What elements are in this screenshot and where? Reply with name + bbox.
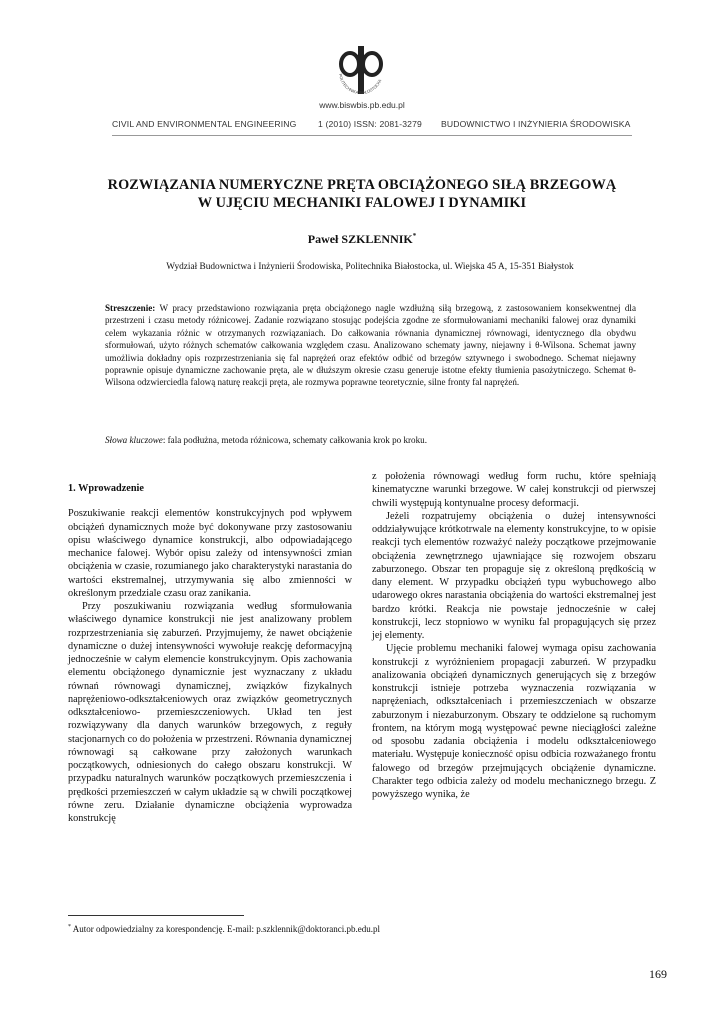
journal-url[interactable]: www.biswbis.pb.edu.pl <box>319 100 405 110</box>
affiliation: Wydział Budownictwa i Inżynierii Środowiska, Politechnika Białostocka, ul. Wiejska 45 A, 15-351 Białystok <box>166 262 574 272</box>
paragraph: Poszukiwanie reakcji elementów konstrukcyjnych pod wpływem obciążeń dynamicznych może być dokonywane przy zastosowaniu opisu właściwego dynamice konstrukcji, albo odpowiadającego mechanice falowej. Wybór opisu zależy od intensywności zmian obciążenia w czasie, rozumianego jako charakterystyki narastania do wartości ekstremalnej, utrzymywania się albo zmienności w określonym przedziale czasu oraz zanikania. <box>68 508 352 599</box>
author <box>0 232 724 247</box>
journal-name-pl: BUDOWNICTWO I INŻYNIERIA ŚRODOWISKA <box>441 119 631 129</box>
article-title <box>60 176 664 212</box>
abstract-text: W pracy przedstawiono rozwiązania pręta obciążonego nagle wzdłużną siłą brzegową, z zastosowaniem konsekwentnej dla przestrzeni i czasu metody różnicowej. Zadanie rozwiązano stosując podejścia zgodne ze sformułowaniami mechaniki falowej oraz dynamiki celem wykazania różnic w otrzymanych rozwiązaniach. Do całkowania równania dynamicznej równowagi, identycznego dla obydwu sformułowań, użyto różnych schematów całkowania względem czasu. Analizowano schematy jawny, niejawny i θ-Wilsona. Schemat jawny umożliwia dokładny opis rozprzestrzeniania się fal naprężeń oraz efektów odbić od brzegów sztywnego i swobodnego. Schemat niejawny poprawnie opisuje dynamiczne zachowanie pręta, ale w dłuższym okresie czasu generuje istotne efekty tłumienia pasożytniczego. Schemat θ-Wilsona odzwierciedla falową naturę reakcji pręta, ale rozmywa poprawne teoretycznie, silne fronty fal naprężeń. <box>105 303 636 388</box>
journal-header-line <box>112 119 632 133</box>
body-column-left <box>68 470 352 825</box>
paragraph: Przy poszukiwaniu rozwiązania według sformułowania właściwego dynamice konstrukcji nie jest analizowany problem rozprzestrzeniania się zaburzeń. Przyjmujemy, że nawet obciążenie dynamiczne o dużej intensywności wywołuje reakcję deformacyjną jednocześnie w całym elemencie konstrukcyjnym. Opis zachowania elementu obciążonego dynamicznie jest wyznaczany z układu równań równowagi dynamicznej, związków fizykalnych naprężeniowo-odkształceniowych oraz związków geometrycznych odkształceniowo- przemieszczeniowych. Układ ten jest rozwiązywany dla danych warunków brzegowych, z reguły stacjonarnych co do położenia w przestrzeni. Równania dynamicznej równowagi są całkowane przy założonych warunkach początkowych, odniesionych do całego obszaru konstrukcji. W przypadku naturalnych warunków początkowych przemieszczenia i prędkości przemieszczeń w całym układzie są w chwili początkowej równe zeru. Działanie dynamiczne obciążenia wyprowadza konstrukcję <box>68 601 352 824</box>
footnote-mark: * <box>68 924 71 930</box>
footnote-rule <box>68 915 244 916</box>
title-line-1: ROZWIĄZANIA NUMERYCZNE PRĘTA OBCIĄŻONEGO SIŁĄ BRZEGOWĄ <box>107 177 617 193</box>
section-title: 1. Wprowadzenie <box>68 483 144 494</box>
footnote-text: Autor odpowiedzialny za korespondencję. E-mail: p.szklennik@doktoranci.pb.edu.pl <box>71 924 380 934</box>
body-column-right <box>372 470 656 801</box>
paragraph: Jeżeli rozpatrujemy obciążenia o dużej intensywności oddziaływujące krótkotrwale na elementy konstrukcyjne, to w opisie reakcji tych elementów rozważyć należy początkowe przejmowanie obciążenia zewnętrznego ujawniające się rozwojem obszaru zaburzonego. Obszar ten propaguje się z określoną prędkością w dany element. W przypadku obciążeń typu wybuchowego albo udarowego okres narastania obciążenia do wartości ekstremalnej jest bardzo krótki. Reakcja nie powstaje jednocześnie w całej konstrukcji, lecz stopniowo w wyniku fal propagujących się przez jej elementy. <box>372 510 656 641</box>
keywords-label: Słowa kluczowe <box>105 435 163 445</box>
issue-issn: 1 (2010) ISSN: 2081-3279 <box>318 119 422 129</box>
author-mark: * <box>412 232 417 240</box>
title-line-2: W UJĘCIU MECHANIKI FALOWEJ I DYNAMIKI <box>197 195 527 211</box>
paragraph: z położenia równowagi według form ruchu, które spełniają kinematyczne warunki brzegowe. W całej konstrukcji od pierwszej chwili występują kontynualne procesy deformacji. <box>372 471 656 509</box>
author-name: Paweł SZKLENNIK <box>307 232 413 246</box>
abstract <box>105 302 636 389</box>
header-rule <box>112 135 632 136</box>
logo-ring-text: POLITECHNIKA BIAŁOSTOCKA <box>338 73 383 96</box>
page-number: 169 <box>649 967 667 981</box>
keywords <box>105 434 636 446</box>
paragraph: Ujęcie problemu mechaniki falowej wymaga opisu zachowania konstrukcji z wyróżnieniem propagacji zaburzeń. W przypadku analizowania obciążeń dynamicznych generujących się z brzegów konstrukcji istnieje potrzeba wyznaczenia rozwiązania w naprężeniach, odkształceniach i przemieszczeniach w obszarze zaburzonym i niezaburzonym. Obszary te oddzielone są ruchomym frontem, na którym mogą występować pewne nieciągłości zależne od sposobu zadania obciążenia i modelu odkształceniowego materiału. Występuje konieczność opisu odbicia rozważanego frontu falowego od brzegów przejmujących obciążenie dynamiczne. Charakter tego odbicia zależy od modelu mechanicznego brzegu. Z powyższego wynika, że <box>372 643 656 800</box>
journal-logo-phi-icon <box>325 42 397 100</box>
footnote <box>68 924 380 934</box>
journal-name-en: CIVIL AND ENVIRONMENTAL ENGINEERING <box>112 119 297 129</box>
abstract-label: Streszczenie: <box>105 303 156 313</box>
keywords-text: : fala podłużna, metoda różnicowa, schematy całkowania krok po kroku. <box>162 435 427 445</box>
